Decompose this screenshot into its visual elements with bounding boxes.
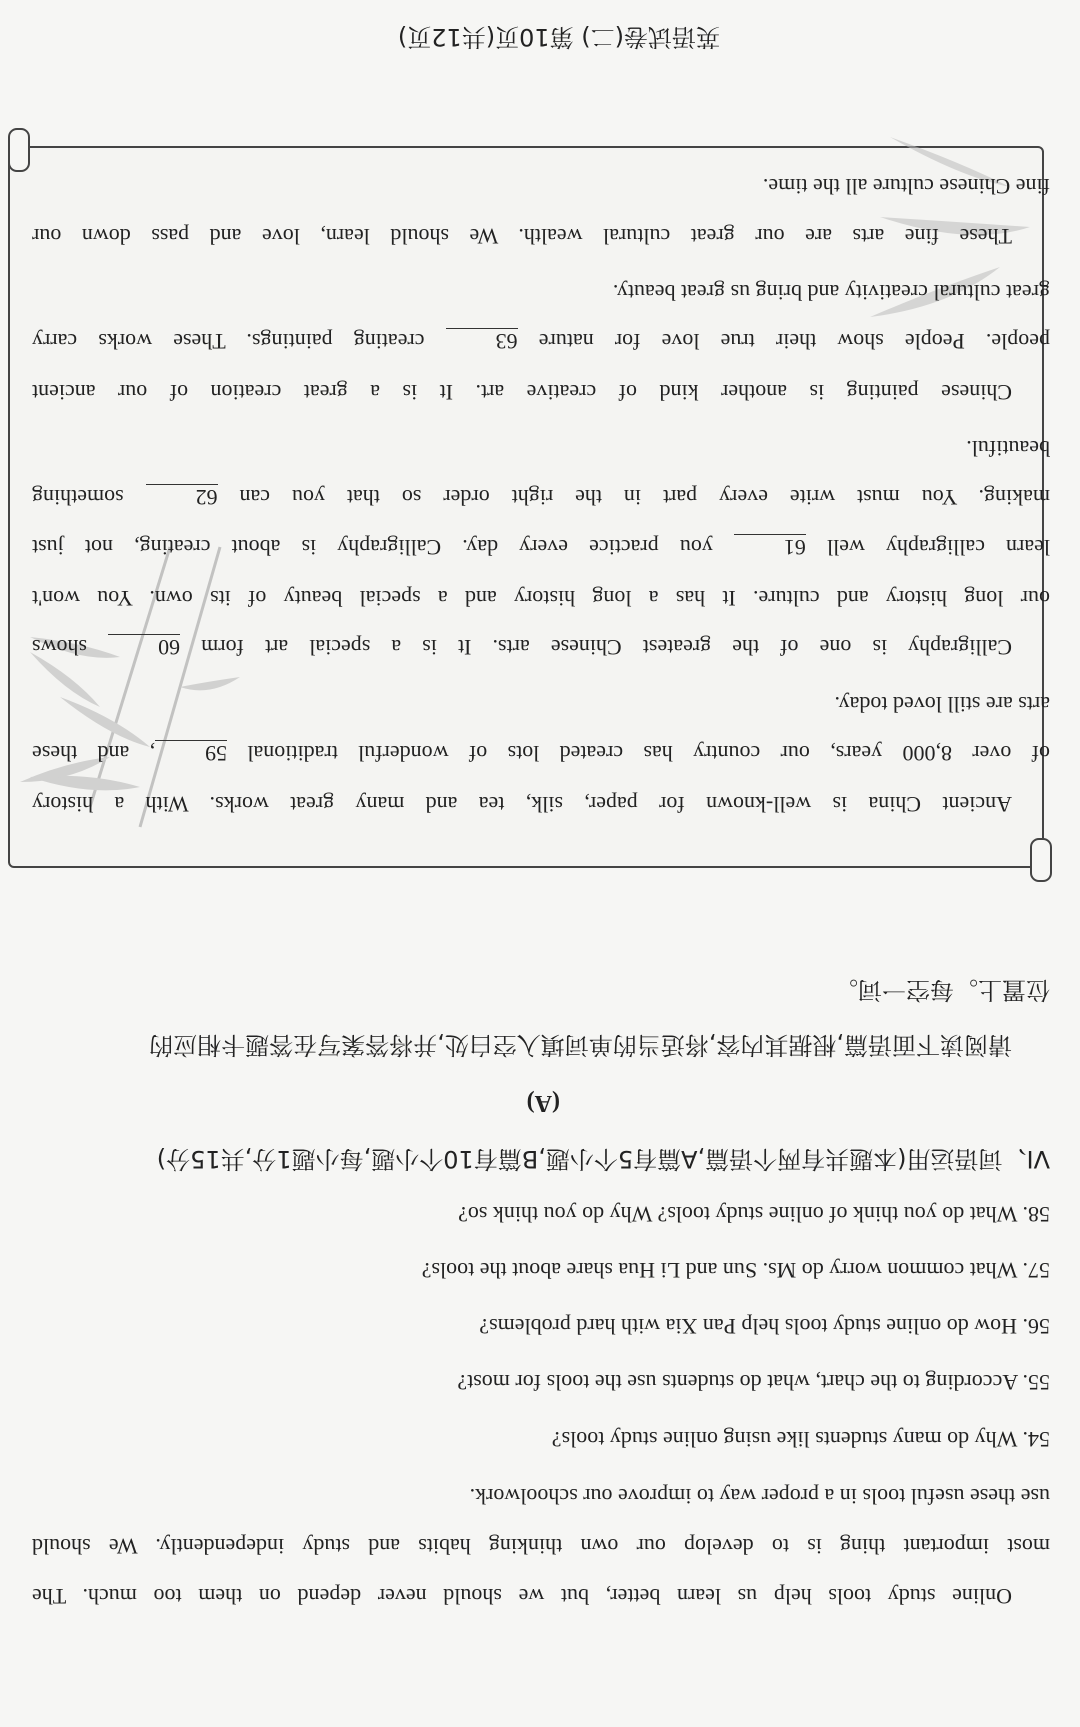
answer-blank-60[interactable]: 60 (108, 634, 180, 659)
passage-line (835, 693, 1050, 715)
passage-text-segment: learn calligraphy well (805, 535, 1050, 560)
passage-line (32, 740, 1050, 765)
scroll-curl-bottom (8, 128, 30, 172)
passage-text-segment: you practice every day. Calligraphy is about creating, not just (32, 535, 734, 560)
passage-line (966, 437, 1050, 459)
question-55: 55. According to the chart, what do students use the tools for most? (457, 1370, 1050, 1395)
passage-line (32, 634, 1012, 659)
passage-text-segment: Ancient China is well-known for paper, silk, tea and many great works. With a history (32, 792, 1012, 817)
paragraph-line-2: most important thing is to develop our own thinking habits and study independently. We should (32, 1534, 1050, 1559)
passage-text-segment: Calligraphy is one of the greatest Chinese arts. It is a special art form (180, 635, 1012, 660)
passage-text-segment: people. People show their true love for nature (517, 329, 1050, 354)
passage-text-segment: great cultural creativity and bring us great beauty. (612, 280, 1050, 305)
passage-text-segment: fine Chinese culture all the time. (762, 174, 1050, 199)
footer-page-label: 英语试卷(二) 第10页(共12页) (397, 23, 720, 51)
question-54: 54. Why do many students like using online study tools? (551, 1427, 1050, 1452)
passage-line (613, 281, 1050, 303)
answer-blank-59[interactable]: 59 (155, 740, 227, 765)
question-58: 58. What do you think of online study tools? Why do you think so? (458, 1202, 1050, 1227)
answer-blank-63[interactable]: 63 (446, 328, 518, 353)
passage-text-segment: , and these (31, 741, 156, 766)
passage-line (763, 175, 1050, 197)
answer-blank-61[interactable]: 61 (734, 534, 806, 559)
passage-line (32, 328, 1050, 353)
passage-text-segment: shows (32, 635, 109, 660)
passage-text-segment: creating paintings. These works carry (32, 329, 446, 354)
paragraph-line-1: Online study tools help us learn better, but we should never depend on them too much. The (32, 1584, 1012, 1609)
passage-text-segment: our long history and culture. It has a long history and a special beauty of its own. You won't (32, 586, 1050, 611)
instruction-line-1: 请阅读下面语篇,根据其内容,将适当的单词填入空白处,并将答案写在答题卡相应的 (149, 1031, 1012, 1059)
question-56: 56. How do online study tools help Pan Xia with hard problems? (479, 1314, 1050, 1339)
passage-text-segment: arts are still loved today. (834, 692, 1050, 717)
passage-text-segment: making. You must write every part in the right order so that you can (217, 485, 1050, 510)
passage-line (32, 484, 1050, 509)
passage-line (32, 793, 1012, 815)
passage-text-segment: These fine arts are our great cultural wealth. We should learn, love and pass down our (32, 224, 1012, 249)
scroll-curl-top (1030, 838, 1052, 882)
paragraph-line-3: use these useful tools in a proper way to improve our schoolwork. (469, 1484, 1050, 1509)
passage-text-segment: of over 8,000 years, our country has created lots of wonderful traditional (227, 741, 1050, 766)
passage-line (32, 225, 1012, 247)
answer-blank-62[interactable]: 62 (146, 484, 218, 509)
passage-line (32, 381, 1012, 403)
passage-line (32, 534, 1050, 559)
passage-text-segment: something (32, 485, 146, 510)
section-heading: VI、词语运用(本题共有两个语篇,A篇有5个小题,B篇有10个小题,每小题1分,共15分) (156, 1145, 1050, 1173)
passage-text-segment: Chinese painting is another kind of creative art. It is a great creation of our ancient (32, 380, 1012, 405)
instruction-line-2: 位置上。每空一词。 (834, 976, 1050, 1004)
question-57: 57. What common worry do Ms. Sun and Li Hua share about the tools? (421, 1258, 1050, 1283)
part-label: (A) (526, 1090, 560, 1116)
passage-line (32, 587, 1050, 609)
passage-text-segment: beautiful. (966, 436, 1050, 461)
